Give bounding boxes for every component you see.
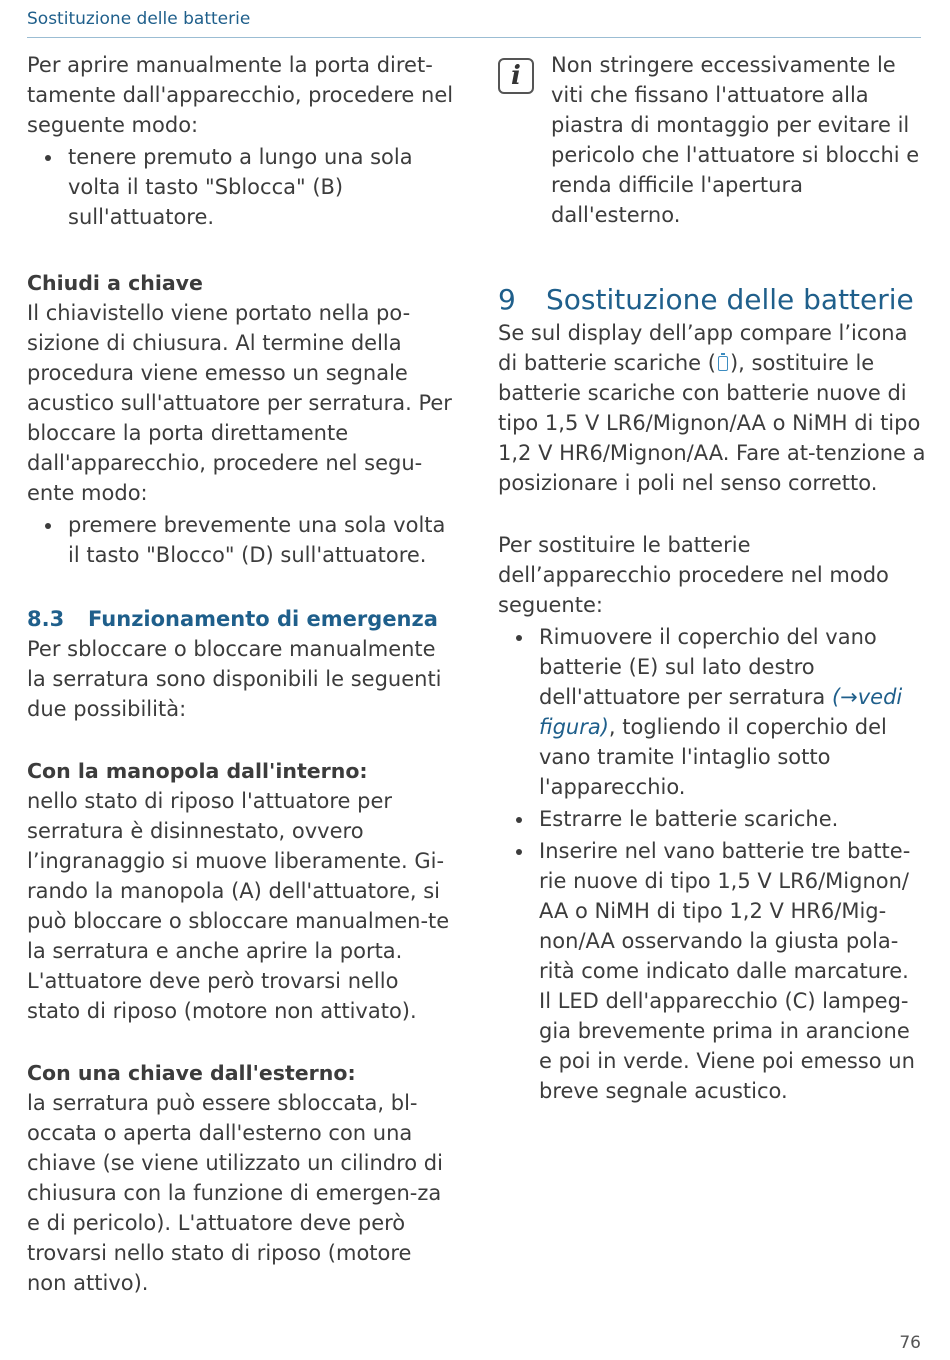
bullet-text: , togliendo il coperchio del vano tramite l'intaglio sotto l'apparecchio. [539, 715, 887, 799]
section-title: Funzionamento di emergenza [88, 607, 438, 631]
chapter-title: Sostituzione delle batterie [546, 283, 914, 316]
battery-low-icon [718, 356, 728, 371]
lock-subheading: Chiudi a chiave [27, 271, 203, 295]
info-icon: i [498, 58, 534, 94]
right-column [498, 50, 926, 1108]
list-item: premere brevemente una sola volta il tasto "Blocco" (D) sull'attuatore. [68, 510, 457, 570]
intro-paragraph: Per aprire manualmente la porta diret-tamente dall'apparecchio, procedere nel seguente modo: [27, 53, 454, 137]
replace-bullet-list [498, 622, 926, 1106]
replace-intro: Per sostituire le batterie dell’apparecchio procedere nel modo seguente: [498, 533, 889, 617]
lock-bullet-list [27, 510, 457, 570]
figure-reference-link[interactable]: (→vedi figura) [539, 685, 903, 739]
list-item: tenere premuto a lungo una sola volta il tasto "Sblocca" (B) sull'attuatore. [68, 142, 457, 232]
knob-paragraph: nello stato di riposo l'attuatore per serratura è disinnestato, ovvero l’ingranaggio si muove liberamente. Gi-rando la manopola (A) dell'attuatore, si può bloccare o sbloccare manualmen-te la serratura e anche aprire la porta. L'attuatore deve però trovarsi nello stato di riposo (motore non attivato). [27, 789, 450, 1023]
info-note [498, 50, 926, 230]
page-number: 76 [899, 1333, 921, 1353]
list-item [539, 622, 926, 802]
header-divider [27, 37, 921, 38]
section-paragraph: Per sbloccare o bloccare manualmente la serratura sono disponibili le seguenti due possibilità: [27, 637, 442, 721]
key-paragraph: la serratura può essere sbloccata, bl-occata o aperta dall'esterno con una chiave (se viene utilizzato un cilindro di chiusura con la funzione di emergen-za e di pericolo). L'attuatore deve però trovarsi nello stato di riposo (motore non attivo). [27, 1091, 443, 1295]
chapter-text-end: ), sostituire le batterie scariche con batterie nuove di tipo 1,5 V LR6/Mignon/AA o NiMH di tipo 1,2 V HR6/Mignon/AA. Fare at-tenzione a posizionare i poli nel senso corretto. [498, 351, 926, 495]
list-item: Inserire nel vano batterie tre batte-rie nuove di tipo 1,5 V LR6/Mignon/ AA o NiMH di tipo 1,2 V HR6/Mig-non/AA osservando la giusta pola-rità come indicato dalle marcature. Il LED dell'apparecchio (C) lampeg-gia brevemente prima in arancione e poi in verde. Viene poi emesso un breve segnale acustico. [539, 836, 926, 1106]
chapter-heading [498, 282, 926, 318]
chapter-number: 9 [498, 283, 516, 316]
chapter-paragraph [498, 318, 926, 498]
knob-subheading: Con la manopola dall'interno: [27, 759, 368, 783]
section-heading [27, 604, 457, 634]
lock-paragraph: Il chiavistello viene portato nella po-sizione di chiusura. Al termine della procedura viene emesso un segnale acustico sull'attuatore per serratura. Per bloccare la porta direttamente dall'apparecchio, procedere nel segu-ente modo: [27, 301, 452, 505]
chapter-text-start: Se sul display dell’app compare l’icona di batterie scariche ( [498, 321, 908, 375]
left-column [27, 50, 457, 1298]
list-item: Estrarre le batterie scariche. [539, 804, 926, 834]
key-subheading: Con una chiave dall'esterno: [27, 1061, 356, 1085]
section-number: 8.3 [27, 607, 65, 631]
bullet-text: Rimuovere il coperchio del vano batterie (E) sul lato destro dell'attuatore per serratura [539, 625, 877, 709]
info-text: Non stringere eccessivamente le viti che fissano l'attuatore alla piastra di montaggio per evitare il pericolo che l'attuatore si blocchi e renda difficile l'apertura dall'esterno. [551, 53, 920, 227]
running-header: Sostituzione delle batterie [27, 9, 251, 29]
intro-bullet-list [27, 142, 457, 232]
